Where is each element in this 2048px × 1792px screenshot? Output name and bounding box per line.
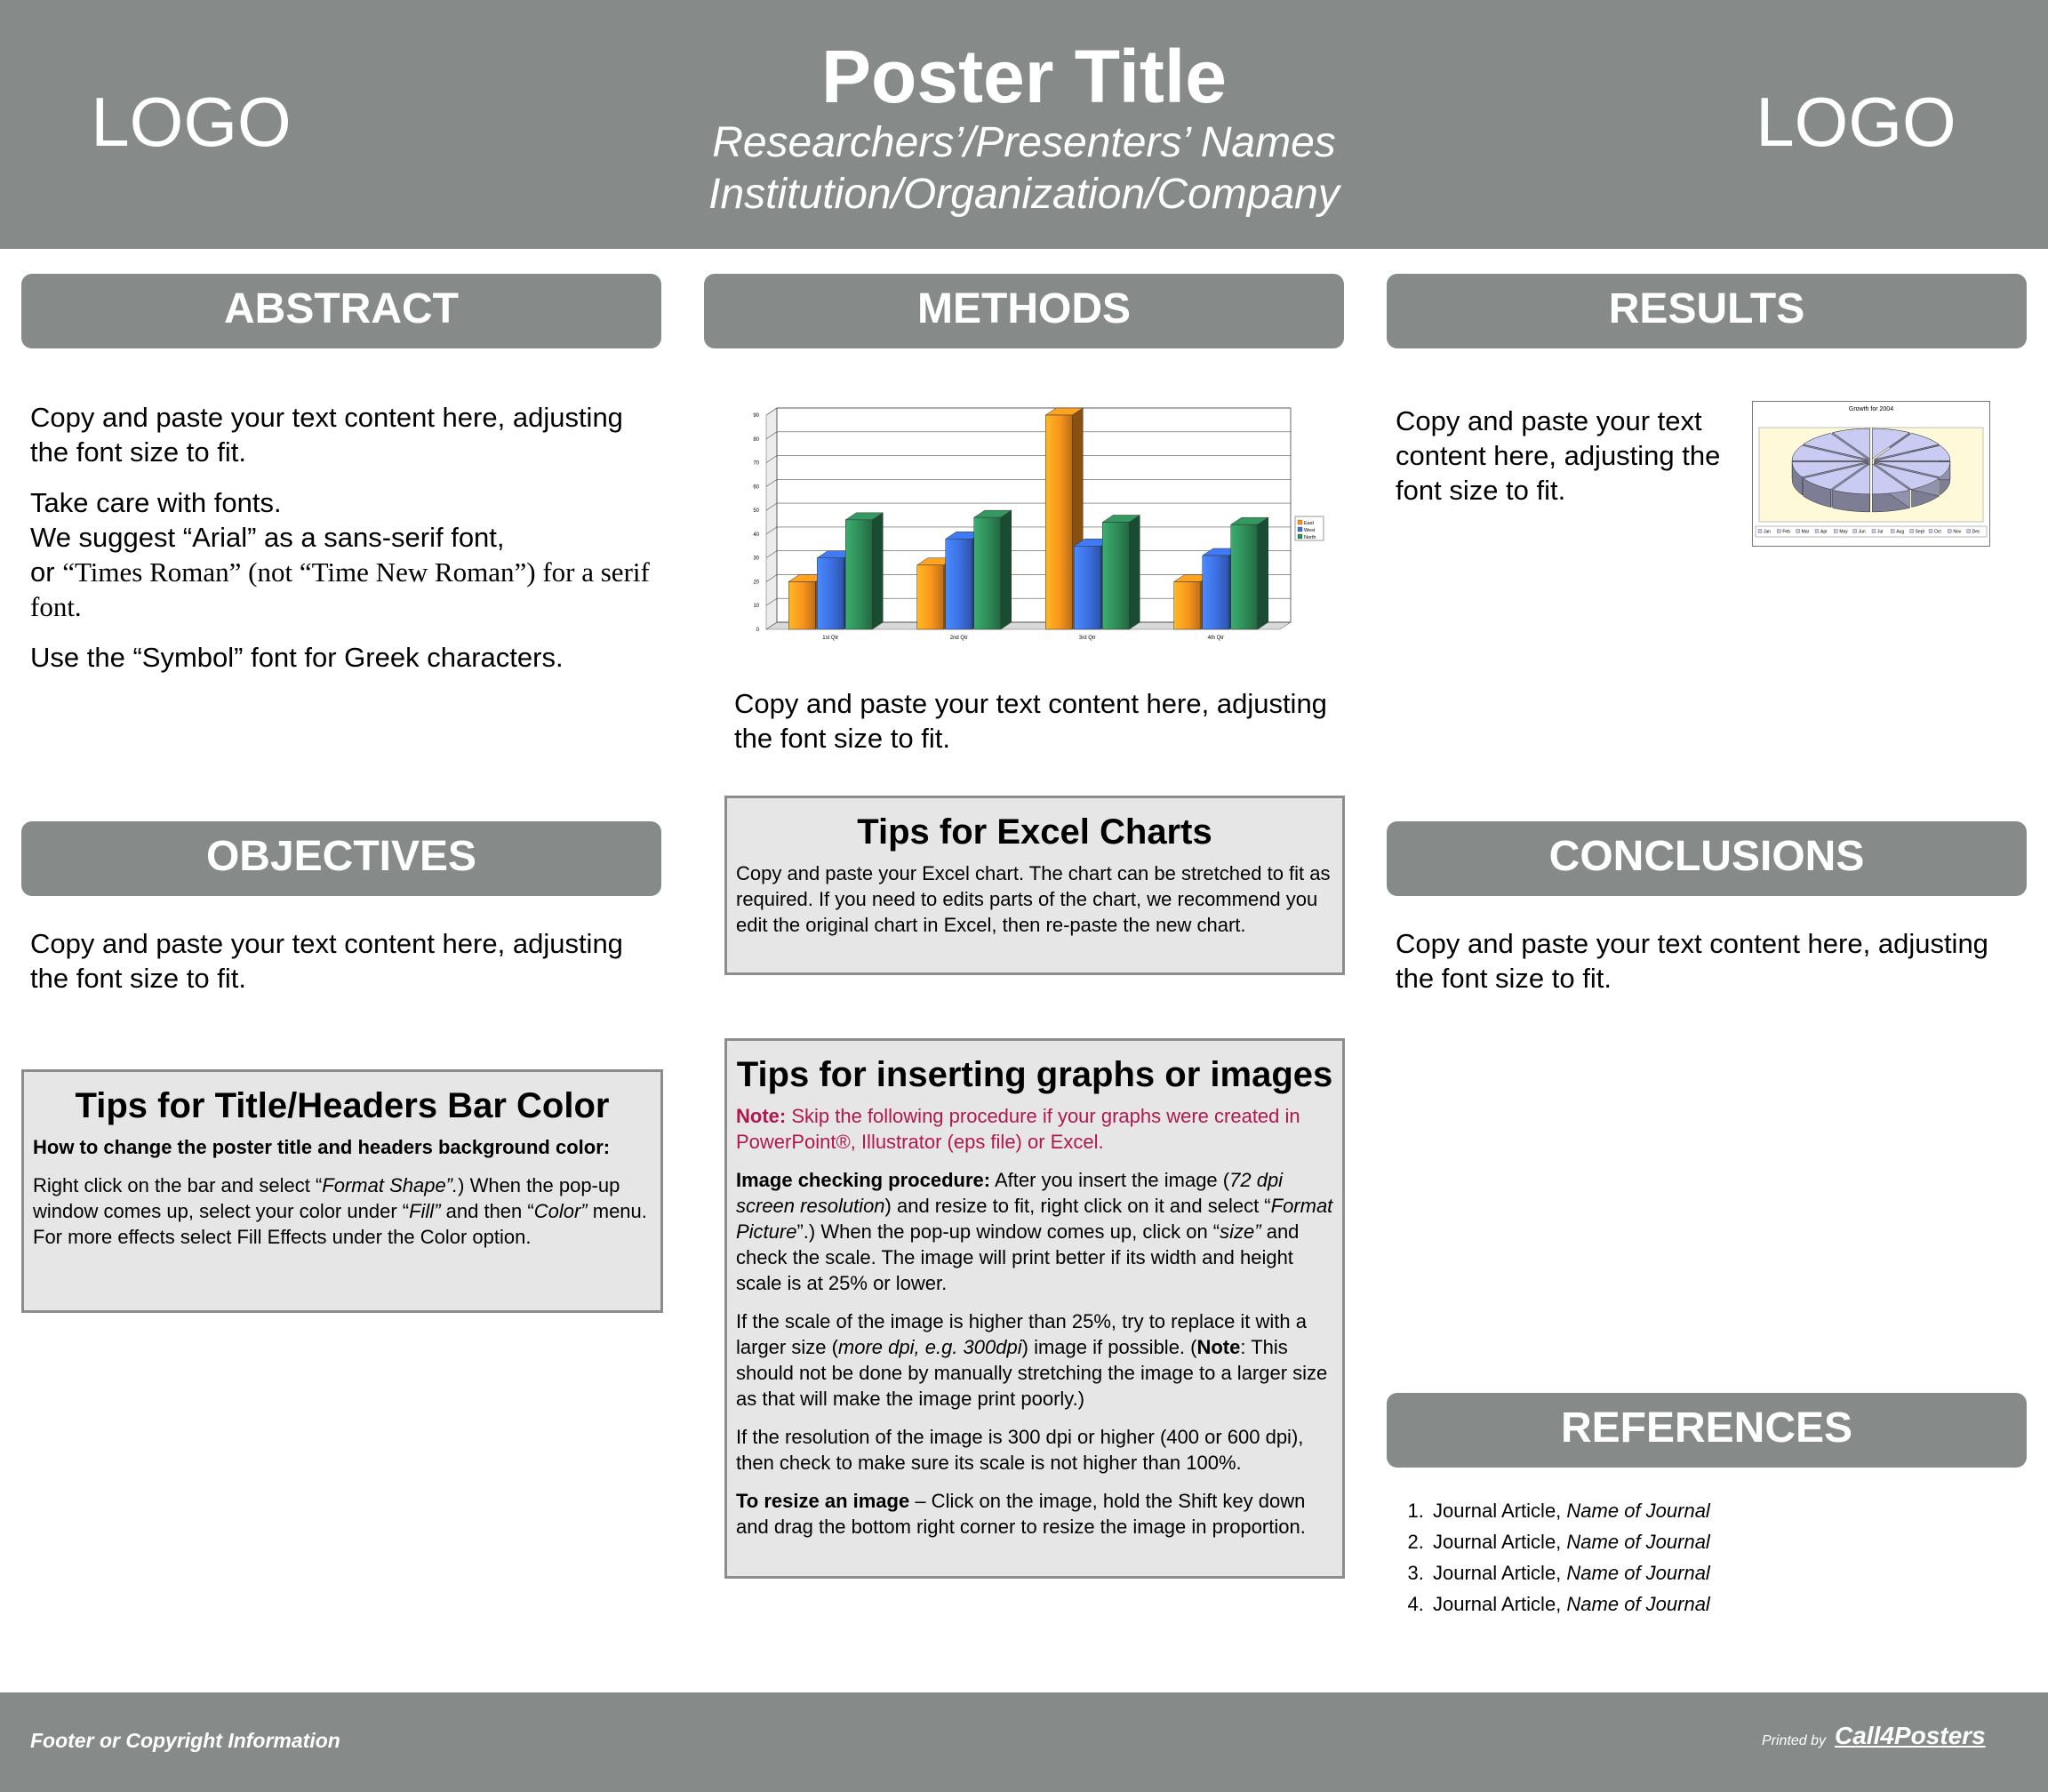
legend-label: East: [1304, 521, 1315, 526]
legend-label: Mar: [1801, 529, 1810, 535]
legend-label: North: [1304, 535, 1316, 540]
text-run: ) When the pop-up window comes up, select your color under “: [33, 1174, 620, 1222]
objectives-paragraph: Copy and paste your text content here, adjusting the font size to fit.: [30, 928, 623, 994]
legend-swatch: [1872, 530, 1876, 533]
legend-label: Nov: [1953, 529, 1962, 535]
reference-journal: Name of Journal: [1566, 1593, 1710, 1615]
reference-journal: Name of Journal: [1566, 1531, 1710, 1553]
abstract-paragraph: Use the “Symbol” font for Greek characters.: [30, 642, 564, 673]
text-run-italic: Format Picture: [736, 1195, 1333, 1243]
tips-images-procedure: [736, 1167, 1333, 1296]
printer-logo: Call4Posters: [1835, 1722, 1986, 1749]
reference-item: [1429, 1588, 1710, 1620]
legend-swatch: [1853, 530, 1857, 533]
bar: [1045, 415, 1072, 629]
conclusions-heading: CONCLUSIONS: [1387, 821, 2027, 896]
legend-label: Feb: [1782, 529, 1790, 535]
pie-chart: [1752, 401, 1990, 547]
legend-swatch: [1834, 530, 1837, 533]
legend-box: [1756, 526, 1987, 537]
methods-body: [734, 686, 1339, 772]
legend-swatch: [1796, 530, 1800, 533]
references-heading: REFERENCES: [1387, 1393, 2027, 1468]
text-run: ”.) When the pop-up window comes up, click on “: [796, 1220, 1220, 1243]
text-run: and check the scale. The image will print better if its width and height scale is at 25% or lower.: [736, 1220, 1300, 1294]
methods-heading: METHODS: [704, 274, 1344, 348]
text-run-italic: size”: [1220, 1220, 1261, 1243]
references-list: [1401, 1495, 1710, 1620]
legend-swatch: [1929, 530, 1932, 533]
bar: [917, 565, 944, 629]
presenter-names: Researchers’/Presenters’ Names: [712, 119, 1336, 166]
bar: [946, 539, 972, 629]
results-heading: RESULTS: [1387, 274, 2027, 348]
abstract-font-advice: [30, 485, 661, 624]
legend-label: Jun: [1858, 529, 1866, 535]
poster-title: Poster Title: [821, 35, 1227, 118]
legend-swatch: [1891, 530, 1894, 533]
reference-item: [1429, 1495, 1710, 1526]
chart-side-wall: [766, 408, 777, 629]
reference-journal: Name of Journal: [1566, 1500, 1710, 1522]
y-tick-label: 10: [753, 604, 759, 610]
text-run-bold: Image checking procedure:: [736, 1169, 991, 1191]
tips-excel-text: Copy and paste your Excel chart. The chart can be stretched to fit as required. If you need to edits parts of the chart, we recommend you edit the original chart in Excel, then re-paste the new chart.: [736, 862, 1331, 936]
bar-side: [1129, 516, 1140, 630]
bar: [1174, 581, 1201, 629]
abstract-line: or: [30, 556, 63, 588]
bar-side: [1001, 510, 1012, 629]
logo-left: LOGO: [91, 83, 292, 161]
bar: [1203, 556, 1229, 629]
y-tick-label: 70: [753, 460, 759, 467]
tips-images-resolution: If the resolution of the image is 300 dpi or higher (400 or 600 dpi), then check to make sure its scale is not higher than 100%.: [736, 1426, 1304, 1474]
tips-excel-box: [724, 796, 1345, 975]
legend-swatch: [1967, 530, 1971, 533]
legend-label: Aug: [1896, 529, 1905, 535]
legend-swatch: [1948, 530, 1951, 533]
note-text: Skip the following procedure if your graphs were created in PowerPoint®, Illustrator (eps file) or Excel.: [736, 1105, 1300, 1153]
conclusions-paragraph: Copy and paste your text content here, adjusting the font size to fit.: [1396, 928, 1988, 994]
reference-article: Journal Article,: [1433, 1562, 1567, 1584]
tips-images-box: [724, 1038, 1345, 1579]
bar: [845, 520, 872, 629]
x-tick-label: 1st Qtr: [822, 636, 839, 641]
bar: [788, 581, 815, 629]
abstract-body: [30, 400, 661, 691]
text-run-bold: To resize an image: [736, 1490, 910, 1512]
objectives-body: [30, 926, 661, 1012]
text-run: Right click on the bar and select “: [33, 1174, 323, 1196]
reference-journal: Name of Journal: [1566, 1562, 1710, 1584]
legend-swatch: [1298, 527, 1302, 532]
bar: [817, 558, 844, 629]
y-tick-label: 20: [753, 580, 759, 586]
text-run: and then “: [440, 1200, 534, 1222]
text-run: ) image if possible. (: [1021, 1336, 1197, 1358]
legend-swatch: [1298, 534, 1302, 539]
reference-article: Journal Article,: [1433, 1593, 1567, 1615]
text-run: ) and resize to fit, right click on it and select “: [884, 1195, 1271, 1217]
y-tick-label: 30: [753, 556, 759, 562]
objectives-heading: OBJECTIVES: [21, 821, 661, 896]
bar: [974, 517, 1001, 629]
tips-title-heading: Tips for Title/Headers Bar Color: [75, 1086, 610, 1125]
text-run: menu. For more effects select Fill Effects under the Color option.: [33, 1200, 647, 1248]
tips-images-note: [736, 1103, 1333, 1155]
text-run: If the scale of the image is higher than 25%, try to replace it with a larger size (: [736, 1310, 1308, 1358]
legend-swatch: [1777, 530, 1780, 533]
abstract-serif-sample: “Times Roman” (not “Time New Roman”) for a serif font.: [30, 556, 650, 622]
text-run-italic: Fill”: [409, 1200, 441, 1222]
legend-swatch: [1910, 530, 1914, 533]
y-tick-label: 60: [753, 484, 759, 491]
legend-swatch: [1298, 520, 1302, 524]
y-tick-label: 50: [753, 508, 759, 515]
abstract-line: Take care with fonts.: [30, 487, 282, 518]
tips-images-resize: [736, 1488, 1333, 1540]
legend-label: Oct: [1934, 529, 1941, 535]
note-label: Note:: [736, 1105, 787, 1127]
x-tick-label: 3rd Qtr: [1078, 636, 1096, 641]
reference-item: [1429, 1557, 1710, 1588]
legend-label: Apr: [1820, 529, 1828, 535]
legend-label: West: [1304, 528, 1316, 533]
bar: [1102, 523, 1129, 630]
reference-item: [1429, 1526, 1710, 1557]
text-run-italic: 72 dpi screen resolution: [736, 1169, 1284, 1217]
bar-side: [1258, 517, 1268, 629]
bar-chart: [731, 404, 1335, 644]
y-tick-label: 40: [753, 532, 759, 538]
legend-label: Dec: [1972, 529, 1980, 535]
conclusions-body: [1396, 926, 2027, 1012]
text-run-italic: more dpi, e.g. 300dpi: [837, 1336, 1022, 1358]
legend-label: Sept: [1915, 529, 1924, 535]
legend-label: Jul: [1877, 529, 1884, 535]
reference-article: Journal Article,: [1433, 1500, 1567, 1522]
chart-title: Growth for 2004: [1848, 406, 1894, 412]
bar: [1231, 524, 1258, 629]
tips-images-scale: [736, 1308, 1333, 1412]
methods-paragraph: Copy and paste your text content here, adjusting the font size to fit.: [734, 688, 1327, 754]
logo-right: LOGO: [1756, 83, 1956, 161]
bar-side: [872, 513, 883, 629]
legend-swatch: [1758, 530, 1762, 533]
abstract-heading: ABSTRACT: [21, 274, 661, 348]
tips-title-text: [33, 1172, 652, 1250]
text-run: : This should not be done by manually stretching the image to a larger size as that will make the image print poorly.): [736, 1336, 1328, 1410]
results-body: [1396, 404, 1733, 524]
tips-title-box: [21, 1069, 663, 1313]
y-tick-label: 0: [756, 628, 759, 633]
printed-by-label: Printed by: [1762, 1733, 1827, 1748]
abstract-paragraph: Copy and paste your text content here, adjusting the font size to fit.: [30, 402, 623, 468]
abstract-line: We suggest “Arial” as a sans-serif font,: [30, 522, 505, 553]
text-run: – Click on the image, hold the Shift key down and drag the bottom right corner to resize the image in proportion.: [736, 1490, 1306, 1538]
tips-images-heading: Tips for inserting graphs or images: [736, 1055, 1333, 1094]
tips-title-subheading: How to change the poster title and headers background color:: [33, 1136, 611, 1158]
text-run: After you insert the image (: [990, 1169, 1230, 1191]
bar: [1074, 546, 1100, 629]
reference-article: Journal Article,: [1433, 1531, 1567, 1553]
x-tick-label: 2nd Qtr: [949, 636, 968, 641]
y-tick-label: 80: [753, 436, 759, 443]
text-run-italic: Format Shape”.: [322, 1174, 459, 1196]
legend-swatch: [1815, 530, 1819, 533]
y-tick-label: 90: [753, 413, 759, 419]
text-run-bold: Note: [1196, 1336, 1241, 1358]
x-tick-label: 4th Qtr: [1207, 636, 1224, 641]
footer-text: Footer or Copyright Information: [30, 1729, 340, 1752]
legend-label: May: [1839, 529, 1848, 535]
results-paragraph: Copy and paste your text content here, adjusting the font size to fit.: [1396, 405, 1721, 506]
institution: Institution/Organization/Company: [708, 171, 1340, 218]
legend-label: Jan: [1764, 529, 1772, 535]
text-run-italic: Color”: [533, 1200, 588, 1222]
tips-excel-heading: Tips for Excel Charts: [857, 812, 1212, 852]
